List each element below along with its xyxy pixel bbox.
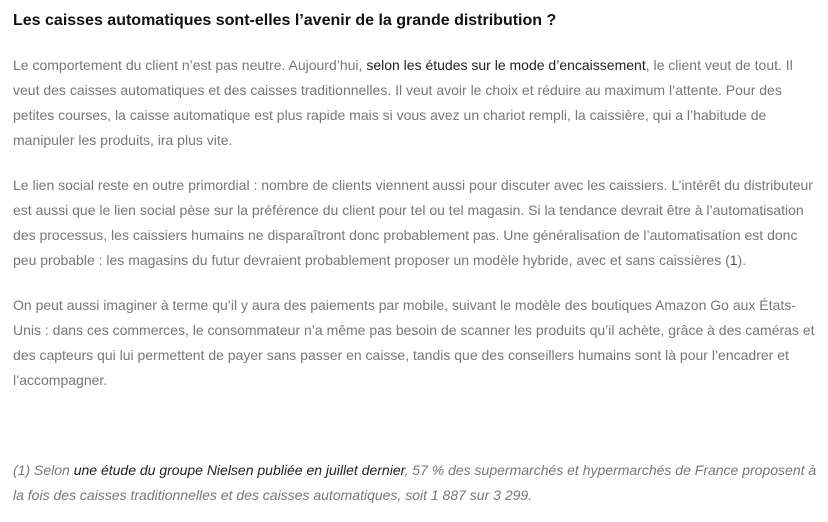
paragraph-1-text-start: Le comportement du client n’est pas neutre. Aujourd’hui,	[13, 57, 367, 73]
footnote-text-end: , 57 % des supermarchés et hypermarchés de France proposent à la fois des caisses traditionnelles et des caisses automatiques, soit 1 887 sur 3 299.	[13, 462, 817, 503]
payment-studies-link[interactable]: selon les études sur le mode d’encaissement	[366, 57, 646, 73]
paragraph-1-text-end: , le client veut de tout. Il veut des caisses automatiques et des caisses traditionnelles. Il veut avoir le choix et réduire au maximum l’attente. Pour des petites courses, la caisse automatique est plus rapide mais si vous avez un chariot rempli, la caissière, qui a l’habitude de manipuler les produits, ira plus vite.	[13, 57, 793, 148]
paragraph-2-text-end: ).	[737, 252, 747, 268]
paragraph-1	[13, 53, 817, 153]
nielsen-study-link[interactable]: une étude du groupe Nielsen publiée en juillet dernier	[73, 462, 405, 478]
footnote-text-start: (1) Selon	[13, 462, 74, 478]
paragraph-3: On peut aussi imaginer à terme qu’il y aura des paiements par mobile, suivant le modèle des boutiques Amazon Go aux États-Unis : dans ces commerces, le consommateur n’a même pas besoin de scanner les produits qu’il achète, grâce à des caméras et des capteurs qui lui permettent de payer sans passer en caisse, tandis que des conseillers humains sont là pour l’encadrer et l’accompagner.	[13, 297, 815, 388]
footnote	[13, 458, 821, 508]
footnote-ref-1[interactable]: 1	[729, 252, 738, 268]
article-title: Les caisses automatiques sont-elles l’avenir de la grande distribution ?	[13, 12, 557, 29]
paragraph-2-text-start: Le lien social reste en outre primordial : nombre de clients viennent aussi pour discuter avec les caissiers. L’intérêt du distributeur est aussi que le lien social pèse sur la préférence du client pour tel ou tel magasin. Si la tendance devrait être à l’automatisation des processus, les caissiers humains ne disparaîtront donc probablement pas. Une généralisation de l’automatisation est donc peu probable : les magasins du futur devraient probablement proposer un modèle hybride, avec et sans caissières (	[13, 177, 813, 268]
paragraph-2	[13, 173, 817, 273]
